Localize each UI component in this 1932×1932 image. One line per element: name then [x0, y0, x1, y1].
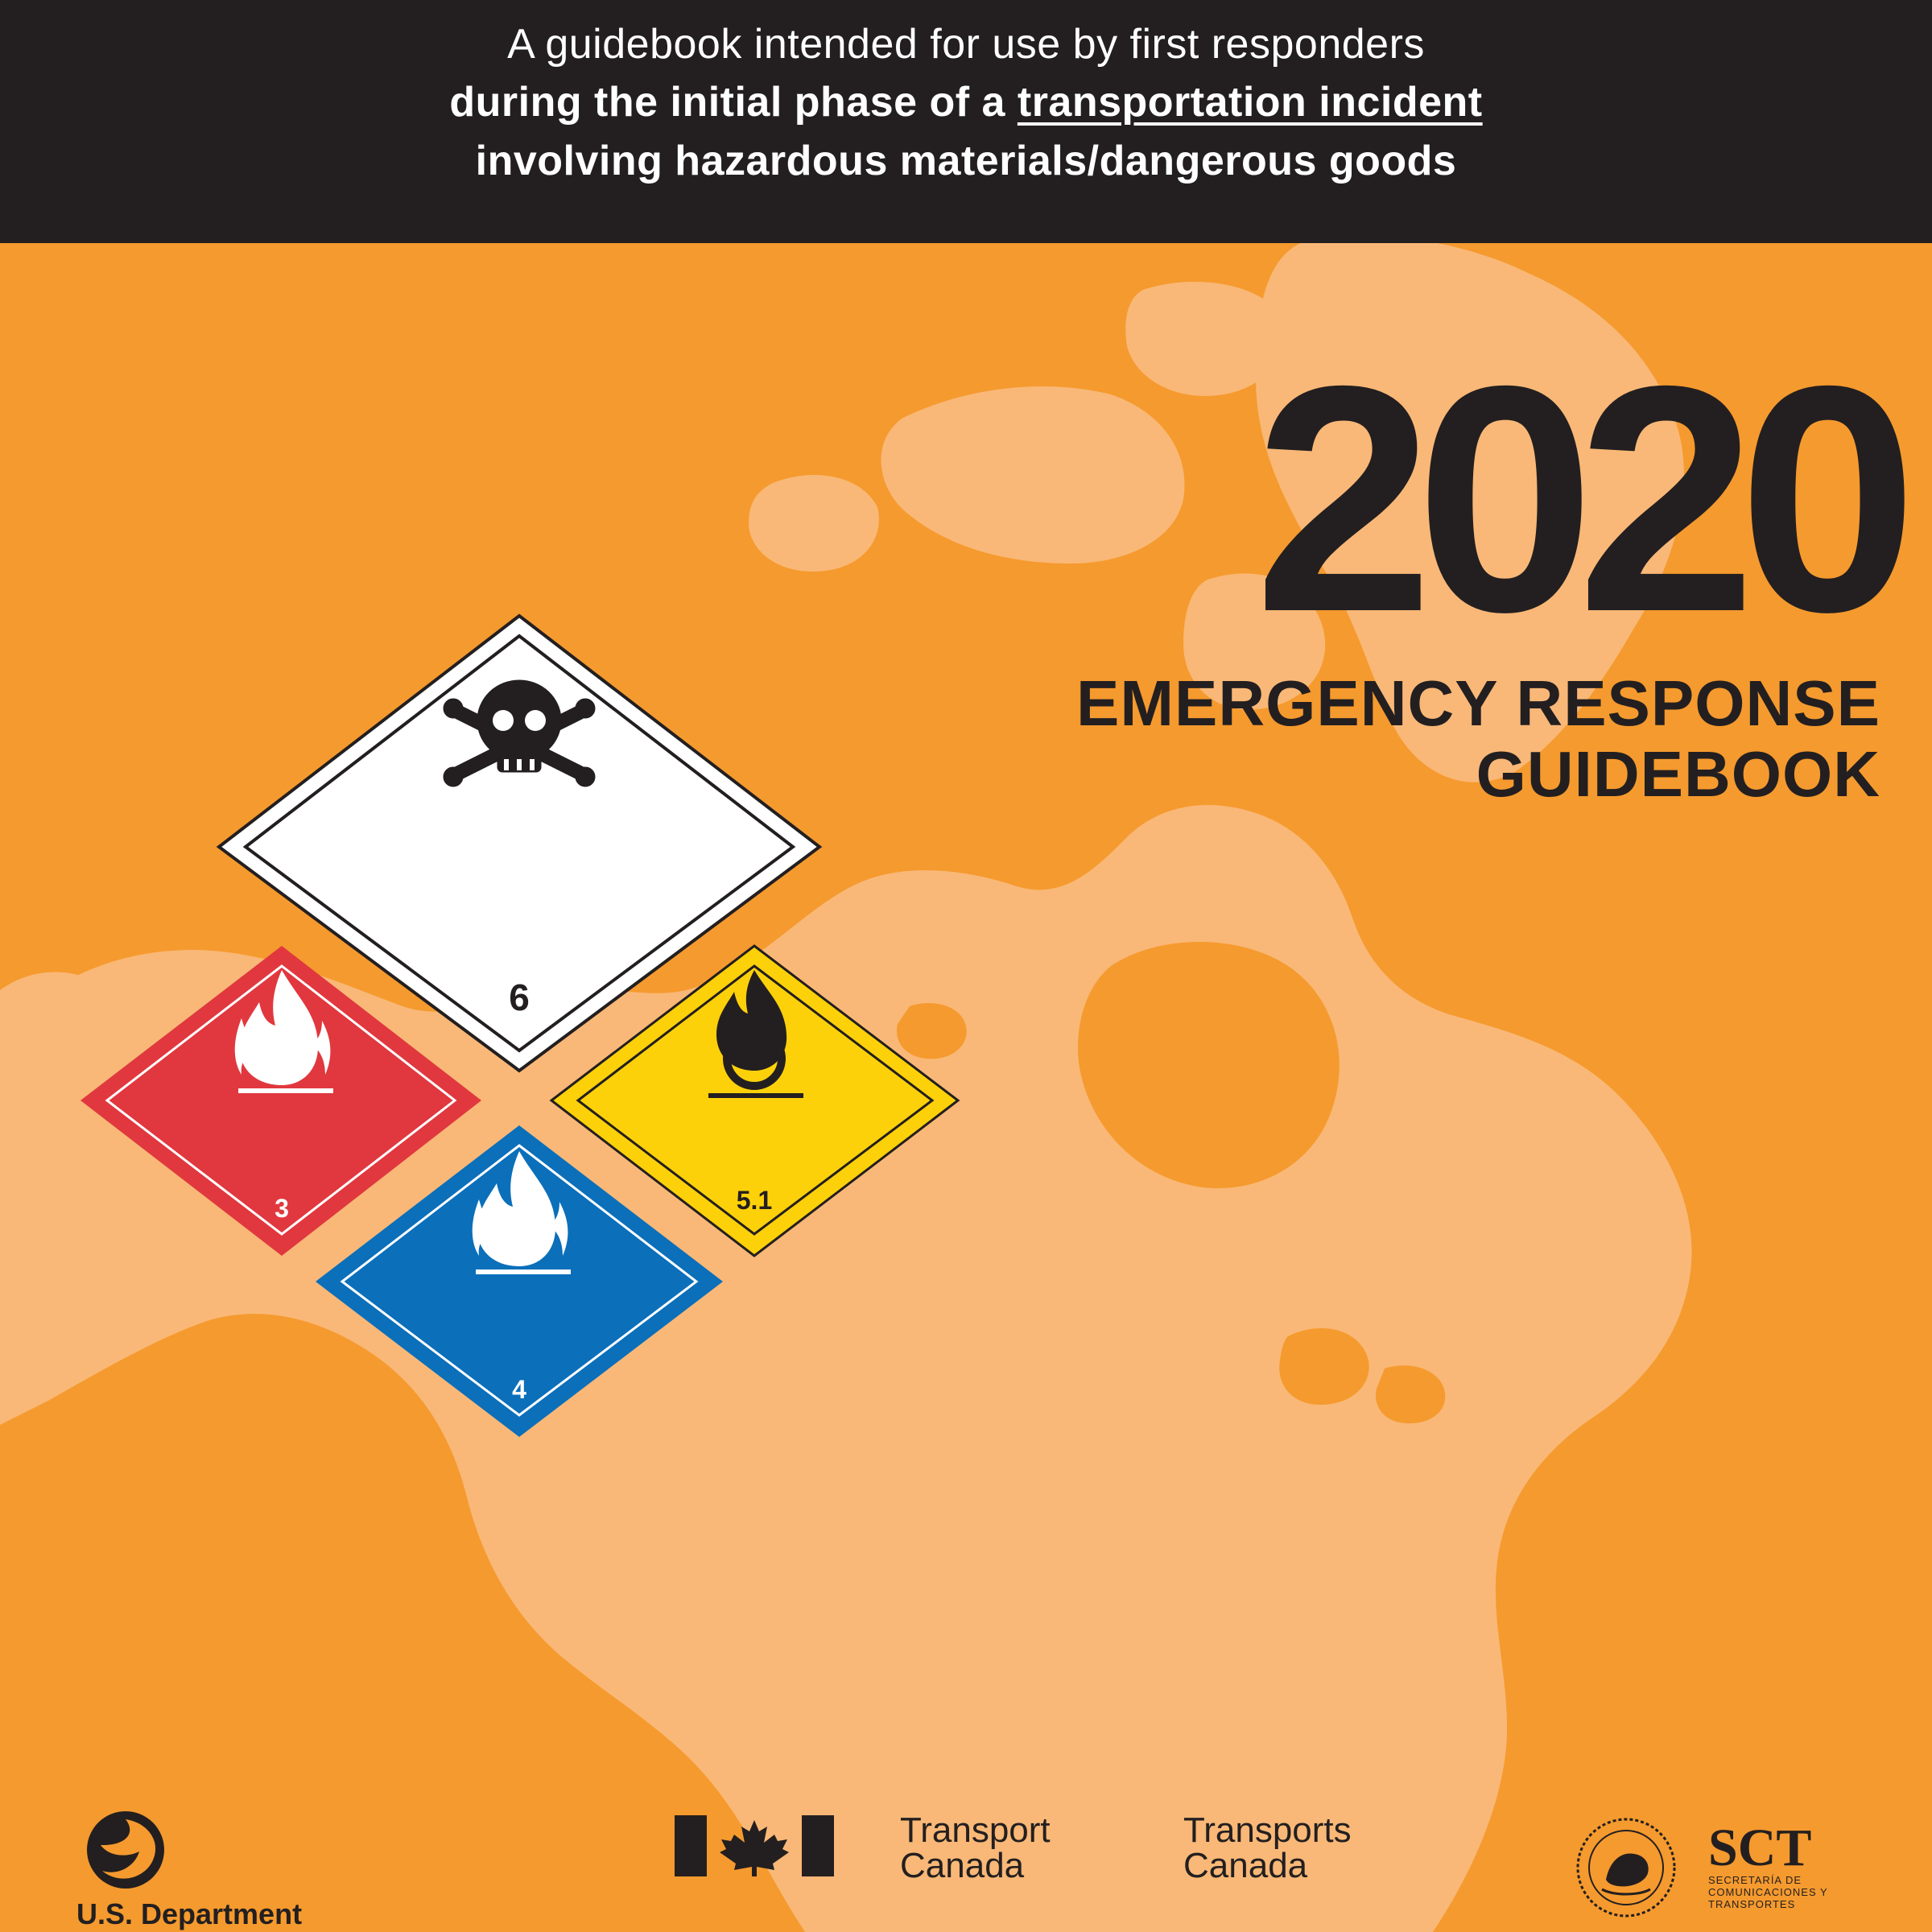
- sct-subtitle: SECRETARÍA DE COMUNICACIONES Y TRANSPORTES: [1708, 1874, 1828, 1910]
- cover-year: 2020: [1254, 319, 1900, 679]
- placard-5-1-number: 5.1: [736, 1186, 773, 1215]
- mexico-seal-icon: [1574, 1815, 1678, 1920]
- banner-line-1: A guidebook intended for use by first responders: [507, 21, 1425, 68]
- banner-underlined-phrase: transportation incident: [1017, 79, 1483, 126]
- canada-flag-icon: [675, 1815, 834, 1876]
- transport-canada-en-line-2: Canada: [900, 1846, 1025, 1885]
- us-dot-logo-icon: [76, 1810, 175, 1890]
- transports-canada-fr-line-1: Transports: [1183, 1810, 1352, 1850]
- banner-line-3: involving hazardous materials/dangerous goods: [475, 138, 1457, 184]
- placard-4-number: 4: [512, 1375, 526, 1404]
- transports-canada-french: [1183, 1810, 1352, 1885]
- transport-canada-en-line-1: Transport: [900, 1810, 1051, 1850]
- cover-title-line-1: EMERGENCY RESPONSE: [1076, 667, 1880, 739]
- sct-logo-label: SCT: [1708, 1818, 1812, 1877]
- transport-canada-english: [900, 1810, 1051, 1885]
- us-dot-label: U.S. Department: [76, 1897, 303, 1930]
- transports-canada-fr-line-2: Canada: [1183, 1846, 1308, 1885]
- placard-6-number: 6: [509, 976, 530, 1018]
- banner-line-2-text: during the initial phase of a: [449, 79, 1018, 126]
- placard-3-number: 3: [275, 1194, 289, 1223]
- cover-title-line-2: GUIDEBOOK: [1476, 738, 1880, 810]
